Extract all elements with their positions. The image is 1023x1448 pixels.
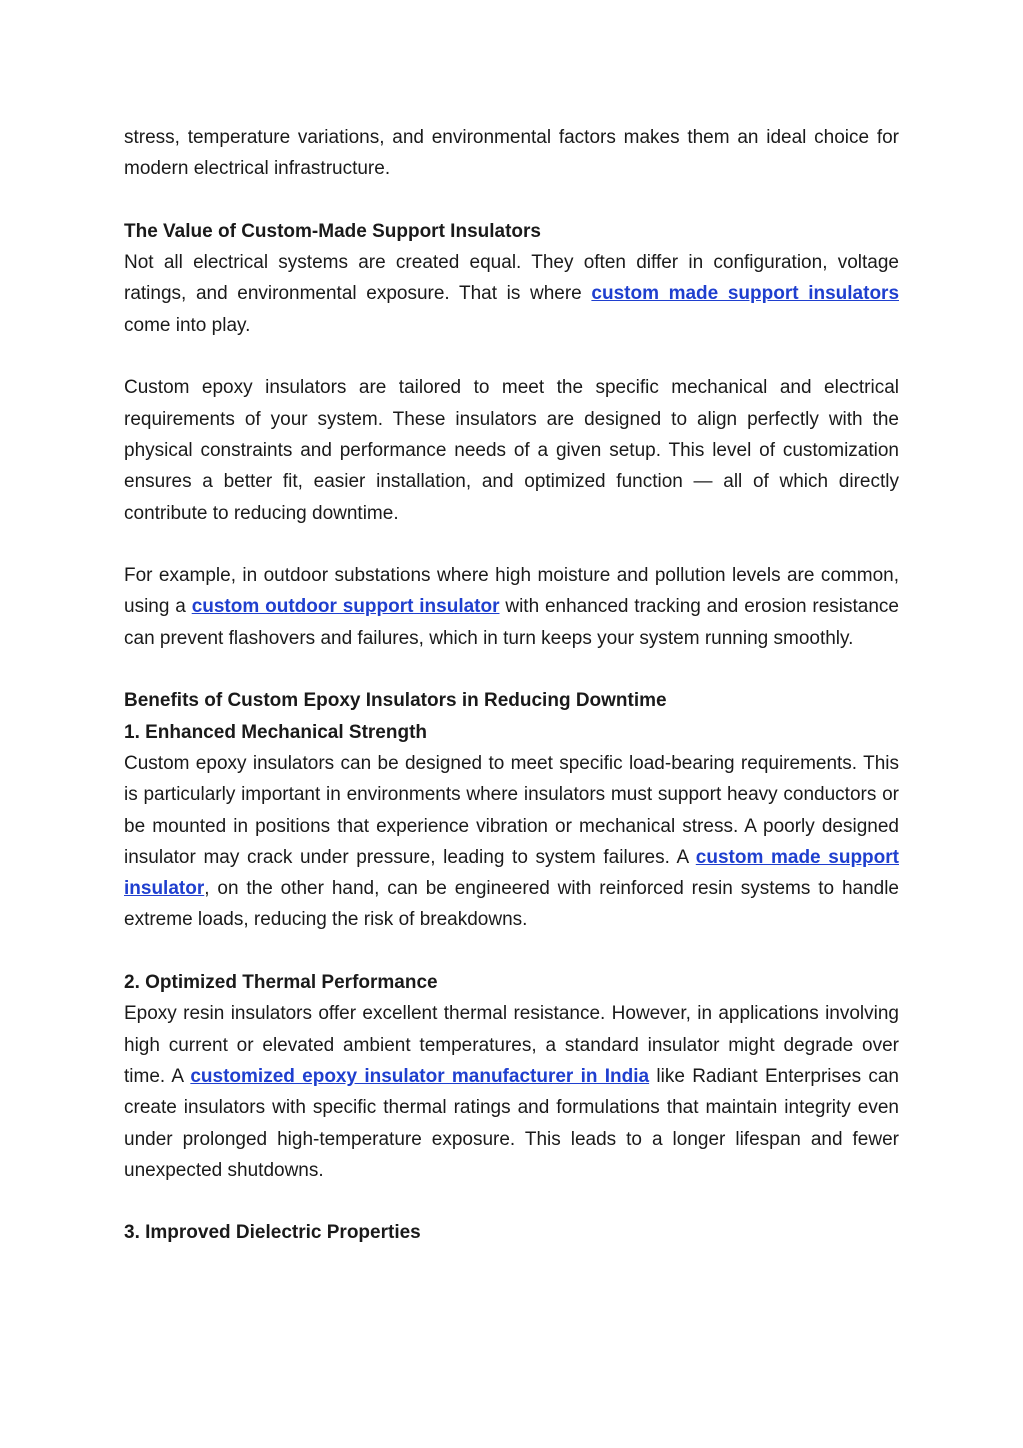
value-p3-text-after: with enhanced tracking and erosion resistance can prevent flashovers and failures, which in turn keeps your system running smoothly. bbox=[124, 596, 899, 649]
paragraph-gap bbox=[124, 341, 899, 372]
paragraph-gap bbox=[124, 654, 899, 685]
benefit-1-text-before: Custom epoxy insulators can be designed to meet specific load-bearing requirements. This is particularly important in environments where insulators must support heavy conductors or be mounted in positions that experience vibration or mechanical stress. A poorly designed insulator may crack under pressure, leading to system failures. A bbox=[124, 752, 899, 868]
benefit-2-text-after: like Radiant Enterprises can create insulators with specific thermal ratings and formulations that maintain integrity even under prolonged high-temperature exposure. This leads to a longer lifespan and fewer unexpected shutdowns. bbox=[124, 1065, 900, 1181]
intro-paragraph: stress, temperature variations, and environmental factors makes them an ideal choice for modern electrical infrastructure. bbox=[124, 127, 899, 180]
custom-made-support-insulator-link[interactable]: custom made support insulator bbox=[124, 846, 899, 900]
benefit-2-paragraph bbox=[124, 998, 899, 1186]
benefit-1-heading: 1. Enhanced Mechanical Strength bbox=[124, 721, 428, 743]
benefit-2-text-before: Epoxy resin insulators offer excellent thermal resistance. However, in applications involving high current or elevated ambient temperatures, a standard insulator might degrade over time. A bbox=[124, 1003, 899, 1087]
custom-made-support-insulators-link[interactable]: custom made support insulators bbox=[591, 283, 900, 305]
paragraph-gap bbox=[124, 529, 899, 560]
value-paragraph-1 bbox=[124, 247, 899, 341]
value-p1-text-after: come into play. bbox=[124, 314, 251, 336]
paragraph-gap bbox=[124, 936, 899, 967]
value-section-heading: The Value of Custom-Made Support Insulators bbox=[124, 220, 541, 242]
benefit-1-text-after: , on the other hand, can be engineered with reinforced resin systems to handle extreme loads, reducing the risk of breakdowns. bbox=[124, 878, 899, 931]
value-paragraph-3 bbox=[124, 560, 899, 654]
document-page bbox=[124, 122, 899, 1249]
benefit-3-heading: 3. Improved Dielectric Properties bbox=[124, 1222, 421, 1244]
paragraph-gap bbox=[124, 185, 899, 216]
benefits-section-heading: Benefits of Custom Epoxy Insulators in Reducing Downtime bbox=[124, 690, 667, 712]
value-paragraph-2: Custom epoxy insulators are tailored to meet the specific mechanical and electrical requirements of your system. These insulators are designed to align perfectly with the physical constraints and performance needs of a given setup. This level of customization ensures a better fit, easier installation, and optimized function — all of which directly contribute to reducing downtime. bbox=[124, 377, 899, 524]
benefit-2-heading: 2. Optimized Thermal Performance bbox=[124, 972, 438, 994]
value-p3-text-before: For example, in outdoor substations where high moisture and pollution levels are common, using a bbox=[124, 565, 899, 618]
customized-epoxy-insulator-manufacturer-link[interactable]: customized epoxy insulator manufacturer in India bbox=[190, 1065, 650, 1087]
benefit-1-paragraph bbox=[124, 748, 899, 936]
value-p1-text-before: Not all electrical systems are created equal. They often differ in configuration, voltage ratings, and environmental exposure. That is where bbox=[124, 252, 899, 305]
custom-outdoor-support-insulator-link[interactable]: custom outdoor support insulator bbox=[191, 596, 500, 618]
paragraph-gap bbox=[124, 1186, 899, 1217]
